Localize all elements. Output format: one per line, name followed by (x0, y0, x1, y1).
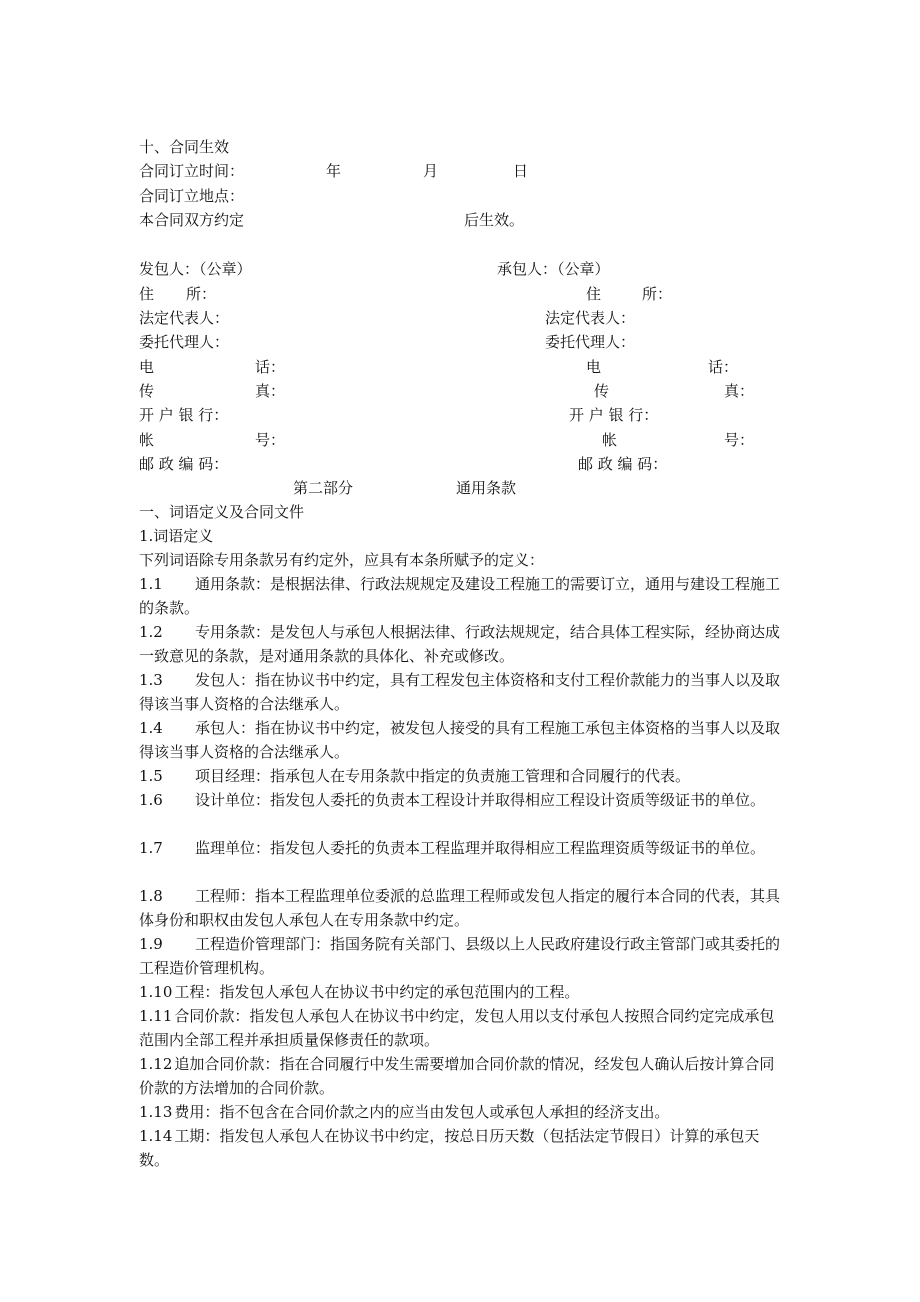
contractor-address-a: 住 (586, 285, 602, 303)
client-phone-a: 电 (139, 358, 155, 376)
definition-number: 1.1 (139, 575, 163, 593)
definition-item (139, 620, 789, 668)
definition-item (139, 884, 789, 932)
definition-number: 1.14 (139, 1127, 173, 1145)
definition-item (139, 980, 789, 1004)
client-address-b: 所： (186, 285, 217, 303)
definition-number: 1.4 (139, 719, 163, 737)
section1-heading: 一、词语定义及合同文件 (139, 503, 305, 521)
definition-item (139, 836, 789, 860)
client-legal-rep: 法定代表人： (139, 309, 230, 327)
definition-item (139, 1100, 789, 1124)
part2-title-b: 通用条款 (456, 479, 517, 497)
contractor-agent: 委托代理人： (545, 333, 636, 351)
client-postcode: 邮 政 编 码： (139, 455, 229, 473)
definition-text: 工程师：指本工程监理单位委派的总监理工程师或发包人指定的履行本合同的代表，其具体身份和职权由发包人承包人在专用条款中约定。 (139, 887, 781, 929)
client-fax-a: 传 (139, 382, 155, 400)
definition-number: 1.10 (139, 983, 173, 1001)
definition-item (139, 932, 789, 980)
date-month: 月 (423, 162, 439, 180)
date-label: 合同订立时间： (139, 162, 245, 180)
definition-number: 1.6 (139, 791, 163, 809)
section-heading: 十、合同生效 (139, 138, 230, 156)
definition-number: 1.9 (139, 935, 163, 953)
definition-text: 工程造价管理部门：指国务院有关部门、县级以上人民政府建设行政主管部门或其委托的工程造价管理机构。 (139, 935, 781, 977)
definition-number: 1.5 (139, 767, 163, 785)
definition-number: 1.3 (139, 671, 163, 689)
effect-prefix: 本合同双方约定 (139, 211, 245, 229)
subsection-heading: 1.词语定义 (139, 527, 214, 545)
contractor-address-b: 所： (642, 285, 673, 303)
contractor-fax-a: 传 (594, 382, 610, 400)
definition-number: 1.2 (139, 623, 163, 641)
client-phone-b: 话： (255, 358, 286, 376)
contractor-legal-rep: 法定代表人： (545, 309, 636, 327)
definition-text: 工程：指发包人承包人在协议书中约定的承包范围内的工程。 (174, 983, 580, 1001)
definition-item (139, 716, 789, 764)
definition-number: 1.11 (139, 1007, 173, 1025)
definition-text: 项目经理：指承包人在专用条款中指定的负责施工管理和合同履行的代表。 (195, 767, 691, 785)
contractor-account-a: 帐 (602, 431, 618, 449)
definition-number: 1.12 (139, 1055, 173, 1073)
definition-item (139, 572, 789, 620)
contractor-party: 承包人：（公章） (497, 260, 610, 278)
date-day: 日 (513, 162, 529, 180)
contractor-postcode: 邮 政 编 码： (578, 455, 668, 473)
effect-suffix: 后生效。 (464, 211, 525, 229)
place-label: 合同订立地点： (139, 187, 245, 205)
client-address-a: 住 (139, 285, 155, 303)
contractor-fax-b: 真： (724, 382, 755, 400)
definition-text: 工期：指发包人承包人在协议书中约定，按总日历天数（包括法定节假日）计算的承包天数。 (139, 1127, 760, 1169)
definition-text: 专用条款：是发包人与承包人根据法律、行政法规规定，结合具体工程实际，经协商达成一致意见的条款，是对通用条款的具体化、补充或修改。 (139, 623, 781, 665)
client-party: 发包人：（公章） (139, 260, 252, 278)
definition-text: 监理单位：指发包人委托的负责本工程监理并取得相应工程监理资质等级证书的单位。 (195, 839, 766, 857)
part2-title-a: 第二部分 (293, 479, 354, 497)
date-year: 年 (326, 162, 342, 180)
contractor-account-b: 号： (724, 431, 755, 449)
client-account-a: 帐 (139, 431, 155, 449)
definition-item (139, 1004, 789, 1052)
definition-text: 承包人：指在协议书中约定，被发包人接受的具有工程施工承包主体资格的当事人以及取得该当事人资格的合法继承人。 (139, 719, 781, 761)
definition-text: 追加合同价款：指在合同履行中发生需要增加合同价款的情况，经发包人确认后按计算合同价款的方法增加的合同价款。 (139, 1055, 775, 1097)
definition-number: 1.7 (139, 839, 163, 857)
definition-text: 费用：指不包含在合同价款之内的应当由发包人或承包人承担的经济支出。 (174, 1103, 670, 1121)
client-account-b: 号： (255, 431, 286, 449)
definition-text: 发包人：指在协议书中约定，具有工程发包主体资格和支付工程价款能力的当事人以及取得该当事人资格的合法继承人。 (139, 671, 781, 713)
definition-number: 1.13 (139, 1103, 173, 1121)
definition-item (139, 668, 789, 716)
definition-text: 合同价款：指发包人承包人在协议书中约定，发包人用以支付承包人按照合同约定完成承包范围内全部工程并承担质量保修责任的款项。 (139, 1007, 775, 1049)
contractor-bank: 开 户 银 行： (569, 406, 659, 424)
definition-item (139, 1124, 789, 1172)
definition-text: 通用条款：是根据法律、行政法规规定及建设工程施工的需要订立，通用与建设工程施工的条款。 (139, 575, 781, 617)
client-bank: 开 户 银 行： (139, 406, 229, 424)
definitions-intro: 下列词语除专用条款另有约定外，应具有本条所赋予的定义： (139, 551, 545, 569)
client-fax-b: 真： (255, 382, 286, 400)
definition-number: 1.8 (139, 887, 163, 905)
contractor-phone-b: 话： (708, 358, 739, 376)
definition-item (139, 1052, 789, 1100)
definition-text: 设计单位：指发包人委托的负责本工程设计并取得相应工程设计资质等级证书的单位。 (195, 791, 766, 809)
contractor-phone-a: 电 (586, 358, 602, 376)
client-agent: 委托代理人： (139, 333, 230, 351)
definition-item (139, 764, 789, 788)
definition-item (139, 788, 789, 812)
